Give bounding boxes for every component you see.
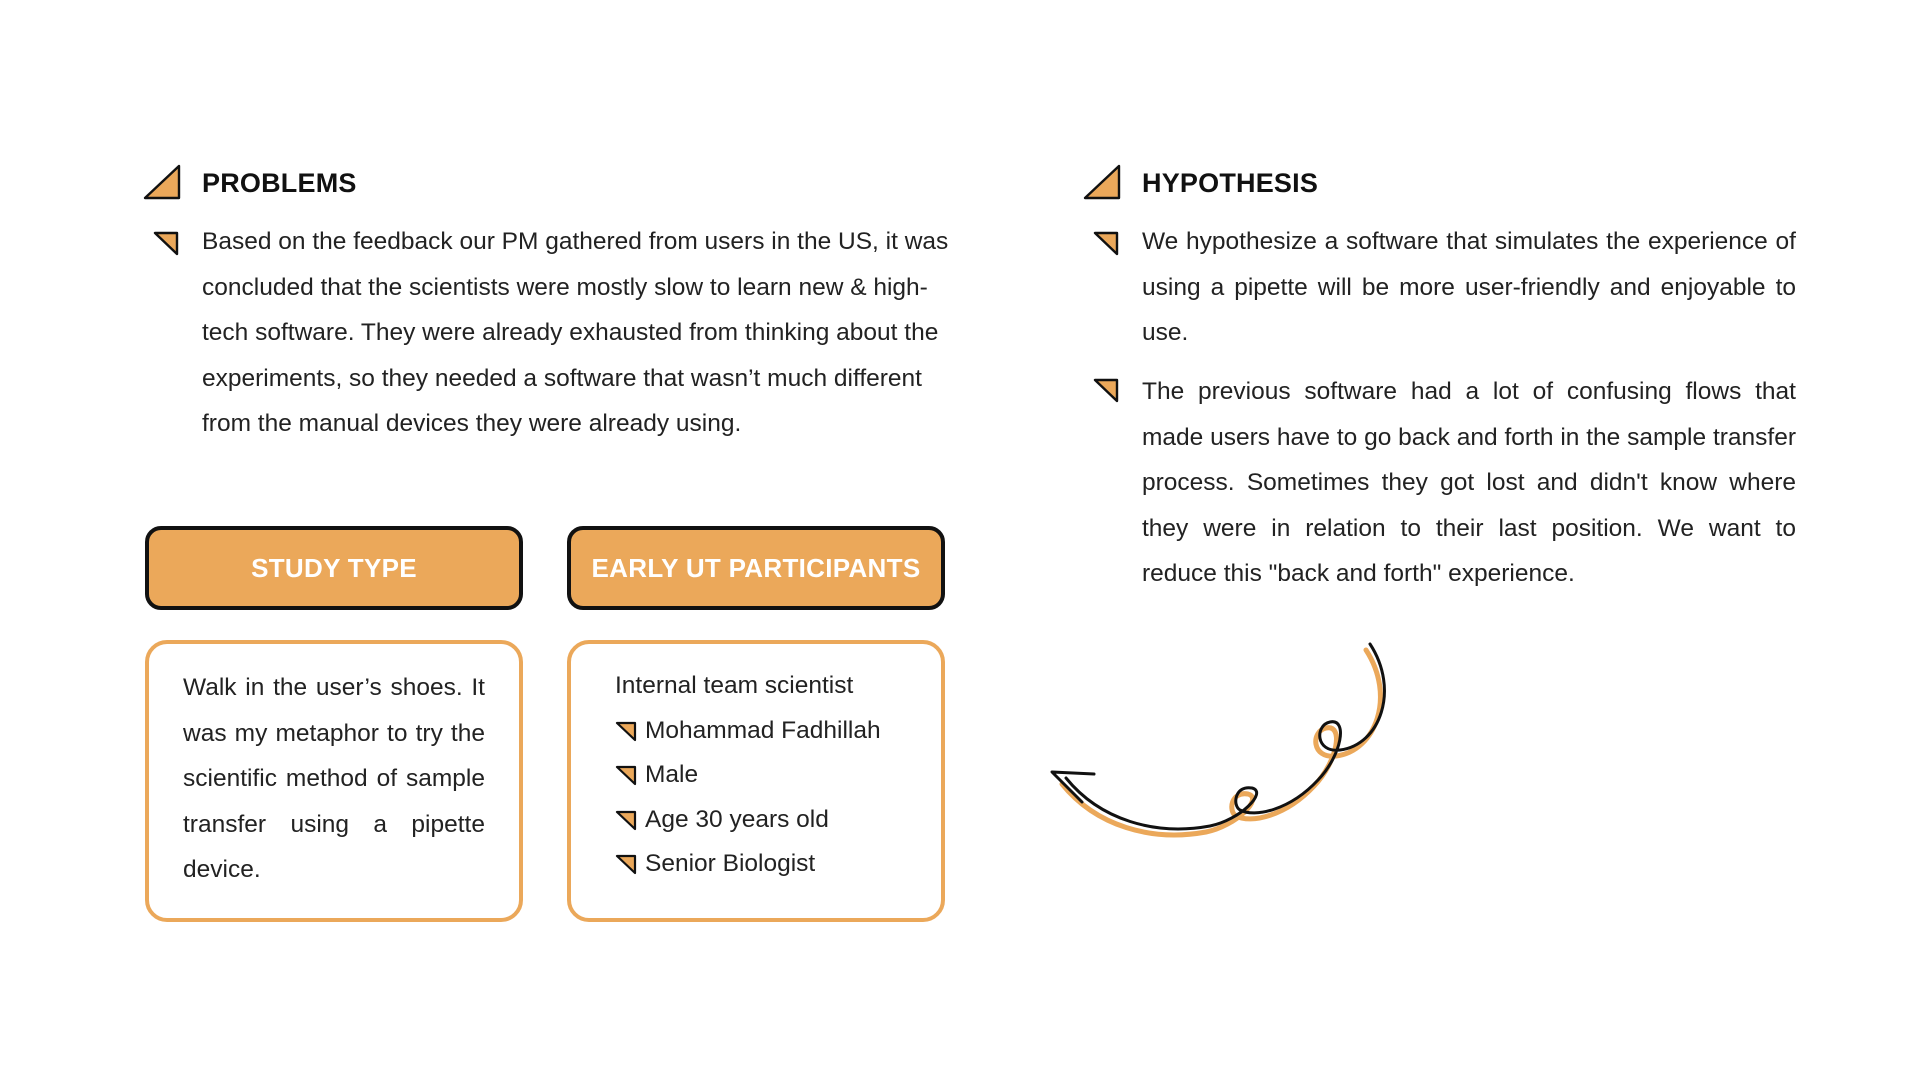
participants-label-text: EARLY UT PARTICIPANTS [591,552,921,583]
list-item [615,717,881,745]
participants-intro [615,672,853,700]
bullet-triangle-icon [615,764,637,786]
bullet-triangle-icon [153,230,179,256]
participant-age: Age 30 years old [645,806,829,833]
triangle-icon [1083,164,1121,200]
problems-line: Based on the feedback our PM gathered from users in the US, it was [202,228,949,255]
hypothesis-point-2: The previous software had a lot of confusing flows that made users have to go back and forth in the sample transfer process. Sometimes they got lost and didn't know where they were in relation to their last position. We want to reduce this "back and forth" experience. [1142,378,1796,587]
list-item [615,850,815,878]
bullet-triangle-icon [615,809,637,831]
problems-title: PROBLEMS [202,168,357,198]
study-type-card [145,640,523,922]
participants-label [567,526,945,610]
list-item [615,806,829,834]
participant-role: Senior Biologist [645,850,816,877]
participants-card [567,640,945,922]
bullet-triangle-icon [615,853,637,875]
problems-paragraph [202,219,948,447]
list-item [615,761,698,789]
curly-arrow-icon [1040,630,1410,850]
study-type-label [145,526,523,610]
problems-line: tech software. They were already exhausted from thinking about the [202,319,939,346]
participant-name: Mohammad Fadhillah [645,717,881,744]
hypothesis-point-1: We hypothesize a software that simulates the experience of using a pipette will be more user-friendly and enjoyable to use. [1142,228,1796,346]
participant-gender: Male [645,761,699,788]
participants-intro-text: Internal team scientist [615,672,854,699]
bullet-triangle-icon [615,720,637,742]
triangle-icon [143,164,181,200]
problems-line: from the manual devices they were already using. [202,410,742,437]
study-type-body: Walk in the user’s shoes. It was my metaphor to try the scientific method of sample transfer using a pipette device. [183,674,485,883]
study-type-label-text: STUDY TYPE [251,552,417,583]
problems-line: experiments, so they needed a software that wasn’t much different [202,364,922,392]
hypothesis-title: HYPOTHESIS [1142,168,1319,198]
bullet-triangle-icon [1093,377,1119,403]
bullet-triangle-icon [1093,230,1119,256]
problems-line: concluded that the scientists were mostly slow to learn new & high- [202,273,928,301]
